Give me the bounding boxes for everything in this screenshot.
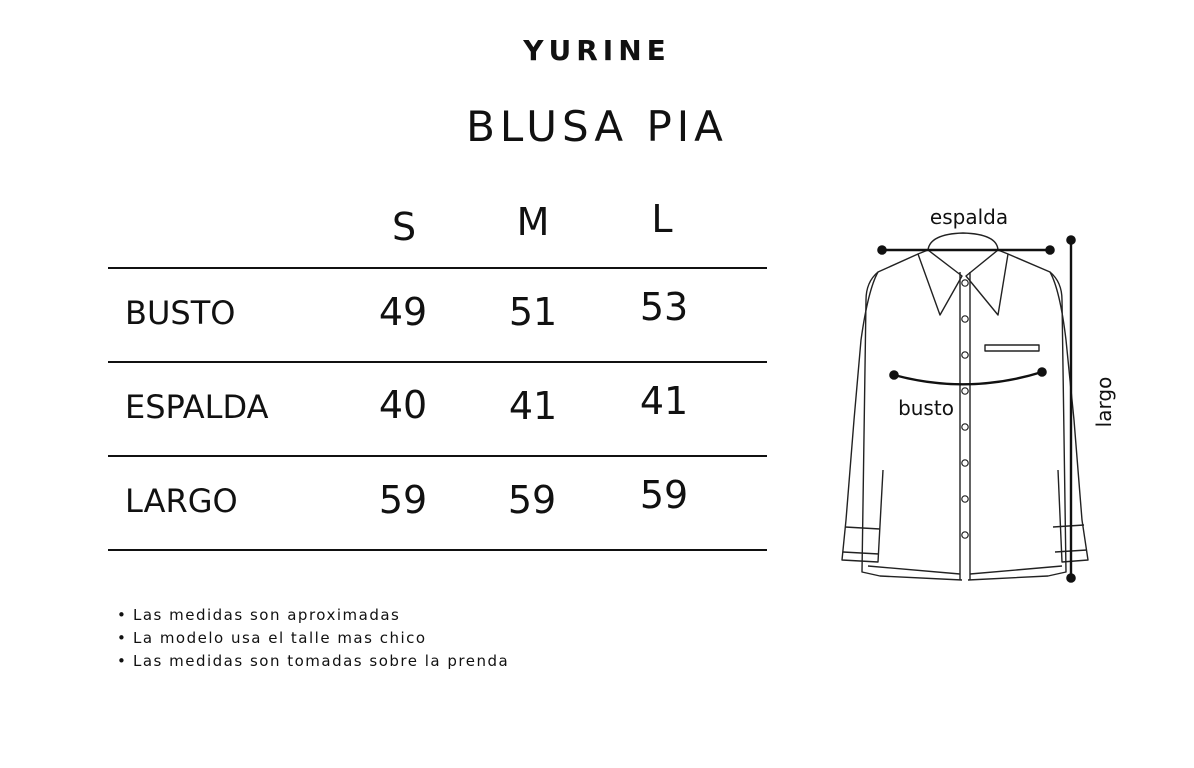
row-label-largo: LARGO	[125, 482, 238, 520]
cell-busto-s: 49	[378, 290, 428, 334]
label-espalda: espalda	[929, 205, 1009, 229]
cell-largo-s: 59	[378, 478, 428, 522]
table-rule-top	[108, 267, 767, 269]
shirt-buttons	[962, 280, 968, 538]
row-label-busto: BUSTO	[125, 294, 236, 332]
table-rule-2	[108, 455, 767, 457]
cell-espalda-m: 41	[508, 384, 558, 428]
cell-busto-l: 53	[639, 285, 689, 329]
label-largo: largo	[1092, 376, 1116, 428]
list-item: • Las medidas son tomadas sobre la prenda	[117, 652, 510, 670]
label-busto: busto	[898, 396, 954, 420]
row-label-espalda: ESPALDA	[125, 388, 269, 426]
notes-list	[117, 604, 509, 673]
note-text: Las medidas son aproximadas	[133, 606, 401, 624]
shirt-measurement-diagram	[830, 195, 1130, 590]
cell-espalda-s: 40	[378, 383, 428, 427]
product-title: BLUSA PIA	[466, 102, 728, 151]
note-text: Las medidas son tomadas sobre la prenda	[133, 652, 510, 670]
table-rule-bottom	[108, 549, 767, 551]
note-text: La modelo usa el talle mas chico	[133, 629, 427, 647]
size-header-s: S	[391, 205, 417, 249]
list-item: • Las medidas son aproximadas	[117, 606, 401, 624]
list-item: • La modelo usa el talle mas chico	[117, 629, 427, 647]
cell-espalda-l: 41	[639, 379, 689, 423]
brand-name: YURINE	[523, 34, 671, 67]
cell-largo-l: 59	[639, 473, 689, 517]
cell-busto-m: 51	[508, 290, 558, 334]
size-header-l: L	[651, 197, 673, 241]
table-rule-1	[108, 361, 767, 363]
cell-largo-m: 59	[507, 478, 557, 522]
size-header-m: M	[516, 200, 550, 244]
